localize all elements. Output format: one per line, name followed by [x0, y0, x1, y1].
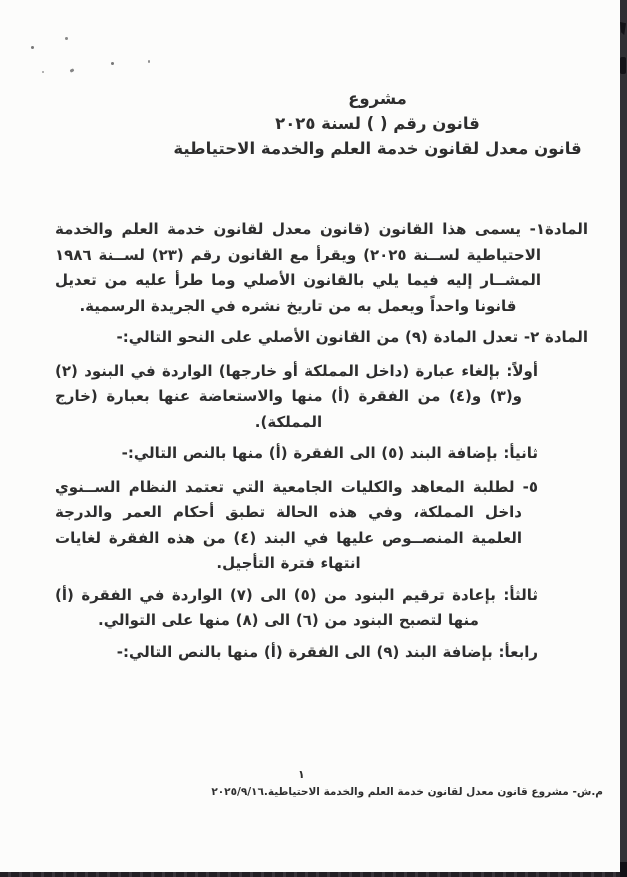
- scan-edge-mark: [620, 22, 626, 35]
- clause-second-heading: ثانيأ: بإضافة البند (٥) الى الفقرة (أ) منها بالنص التالي:-: [121, 444, 538, 462]
- scan-edge-right: [620, 0, 627, 877]
- clause-fourth-heading: رابعأ: بإضافة البند (٩) الى الفقرة (أ) منها بالنص التالي:-: [116, 642, 538, 661]
- clause-first: أولاً: بإلغاء عبارة (داخل المملكة أو خارجها) الواردة في البنود (٢) و(٣) و(٤) من الفقرة (أ) منها والاستعاضة عنها بعبارة (خارج المملكة).: [55, 361, 538, 431]
- article-2-heading: المادة ٢- تعدل المادة (٩) من القانون الأصلي على النحو التالي:-: [116, 328, 588, 346]
- article-1-paragraph: المادة١- يسمى هذا القانون (قانون معدل لقانون خدمة العلم والخدمة الاحتياطية لســنة ٢٠٢٥) ويقرأ مع القانون رقم (٢٣) لســنة ١٩٨٦ المشــار إليه فيما يلي بالقانون الأصلي وما طرأ عليه من تعديل قانونا واحداً ويعمل به من تاريخ نشره في الجريدة الرسمية.: [55, 220, 588, 315]
- scan-edge-bottom: [0, 872, 627, 877]
- document-title: [55, 86, 588, 161]
- scan-speck: [42, 71, 44, 73]
- footer-reference: م.ش- مشروع قانون معدل لقانون خدمة العلم والخدمة الاحتياطية.٢٠٢٥/٩/١٦: [211, 786, 603, 798]
- page-number: ١: [298, 768, 305, 781]
- clause-second-item-5: ٥- لطلبة المعاهد والكليات الجامعية التي تعتمد النظام الســنوي داخل المملكة، وفي هذه الحالة تطبق أحكام العمر والدرجة العلمية المنصــوص عليها في البند (٤) من هذه الفقرة لغايات انتهاء فترة التأجيل.: [55, 477, 538, 572]
- scan-edge-mark: [620, 57, 626, 74]
- scan-speck: [31, 46, 34, 49]
- document-body: [55, 0, 588, 673]
- clause-third: ثالثأ: بإعادة ترقيم البنود من (٥) الى (٧) الواردة في الفقرة (أ) منها لتصبح البنود من (٦) الى (٨) منها على التوالي.: [55, 585, 538, 629]
- title-draft-label: مشروع: [348, 89, 407, 108]
- title-law-number: قانون رقم ( ) لسنة ٢٠٢٥: [275, 114, 480, 133]
- title-law-name: قانون معدل لقانون خدمة العلم والخدمة الاحتياطية: [173, 139, 582, 158]
- scan-edge-corner: [620, 862, 627, 877]
